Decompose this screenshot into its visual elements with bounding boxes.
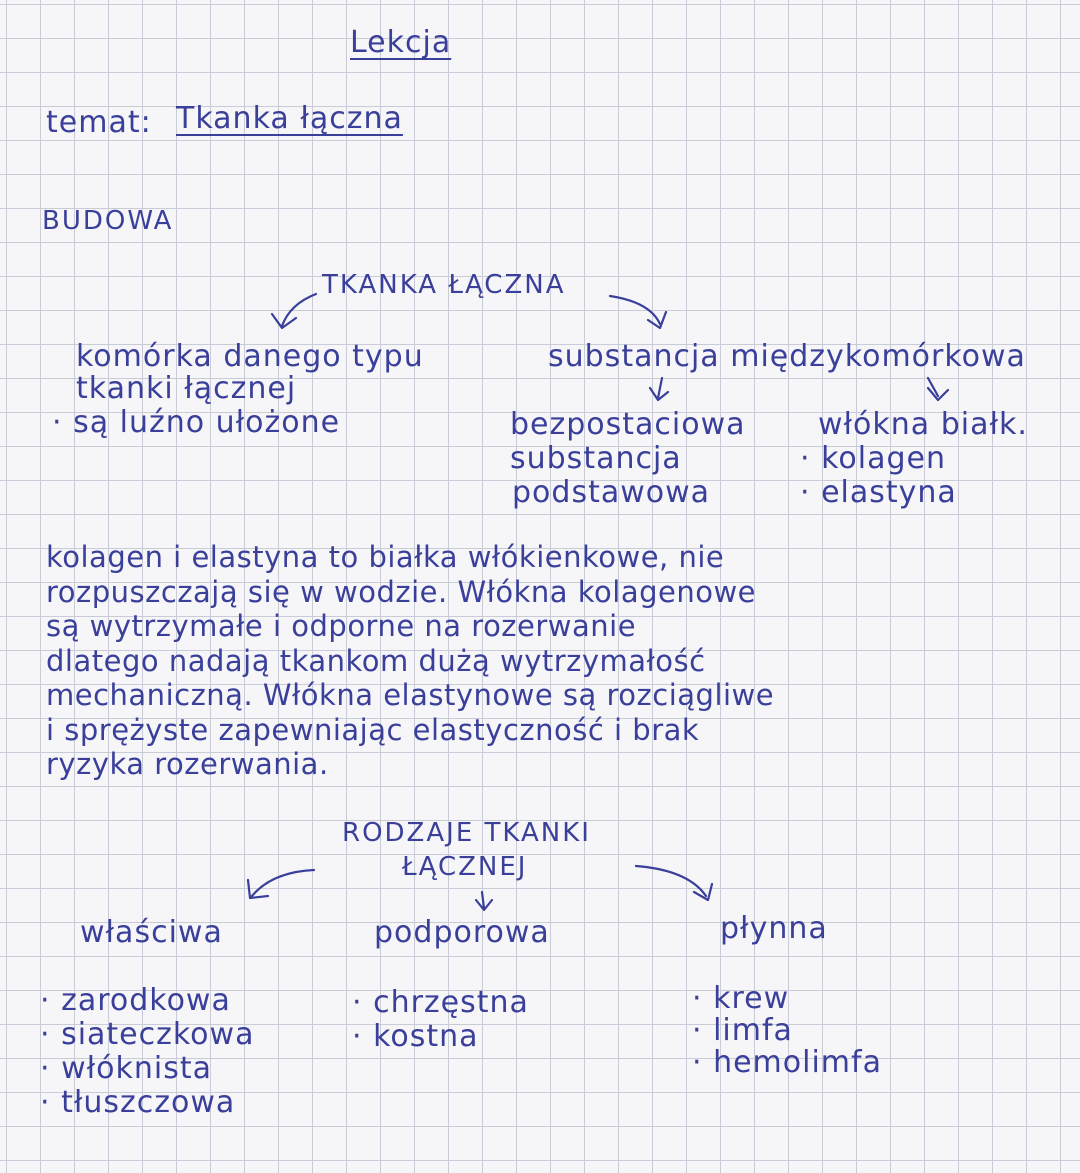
paragraph-line: są wytrzymałe i odporne na rozerwanie xyxy=(46,609,637,643)
types-root-line2: ŁĄCZNEJ xyxy=(402,852,528,882)
topic-title: Tkanka łączna xyxy=(176,101,403,136)
amorphous-line2: substancja xyxy=(510,441,682,476)
cell-label-line2: tkanki łącznej xyxy=(76,371,297,406)
list-item: · chrzęstna xyxy=(352,985,529,1020)
arrow-to-fibers xyxy=(928,378,948,400)
amorphous-line3: podstawowa xyxy=(512,475,711,510)
cell-bullet: · są luźno ułożone xyxy=(52,405,341,440)
amorphous-line1: bezpostaciowa xyxy=(510,407,746,442)
types-root-line1: RODZAJE TKANKI xyxy=(342,818,591,848)
paragraph-line: kolagen i elastyna to białka włókienkowe, nie xyxy=(46,540,725,574)
paragraph-line: mechaniczną. Włókna elastynowe są rozciągliwe xyxy=(46,678,775,712)
fiber-item-elastin: · elastyna xyxy=(800,475,957,510)
list-item: · limfa xyxy=(692,1013,793,1048)
paragraph-line: i sprężyste zapewniając elastyczność i brak xyxy=(46,712,700,747)
arrow-to-supporting xyxy=(476,892,492,910)
intercellular-label: substancja międzykomórkowa xyxy=(548,339,1026,374)
list-item: · włóknista xyxy=(40,1051,212,1086)
tissue-root-label: TKANKA ŁĄCZNA xyxy=(322,270,566,300)
list-item: · siateczkowa xyxy=(40,1017,255,1052)
type-title-fluid: płynna xyxy=(720,911,828,946)
arrow-to-fluid xyxy=(636,866,712,900)
fibers-label: włókna białk. xyxy=(818,407,1028,442)
topic-prefix: temat: xyxy=(46,105,152,140)
paragraph-line: ryzyka rozerwania. xyxy=(46,747,329,781)
paragraph-line: dlatego nadają tkankom dużą wytrzymałość xyxy=(46,643,706,678)
arrow-to-amorphous xyxy=(650,378,668,400)
arrow-to-cells xyxy=(272,294,316,328)
structure-heading: BUDOWA xyxy=(42,206,174,236)
description-paragraph xyxy=(46,540,1046,782)
type-title-supporting: podporowa xyxy=(374,915,550,950)
type-title-proper: właściwa xyxy=(80,915,223,950)
arrow-to-intercellular xyxy=(610,296,666,328)
arrow-to-proper xyxy=(248,870,314,898)
fiber-item-collagen: · kolagen xyxy=(800,441,946,476)
list-item: · kostna xyxy=(352,1019,479,1054)
lesson-title: Lekcja xyxy=(350,25,452,60)
cell-label-line1: komórka danego typu xyxy=(76,339,424,374)
paragraph-line: rozpuszczają się w wodzie. Włókna kolagenowe xyxy=(46,574,757,609)
list-item: · krew xyxy=(692,981,790,1016)
list-item: · hemolimfa xyxy=(692,1045,882,1080)
list-item: · zarodkowa xyxy=(40,983,231,1018)
list-item: · tłuszczowa xyxy=(40,1085,236,1120)
